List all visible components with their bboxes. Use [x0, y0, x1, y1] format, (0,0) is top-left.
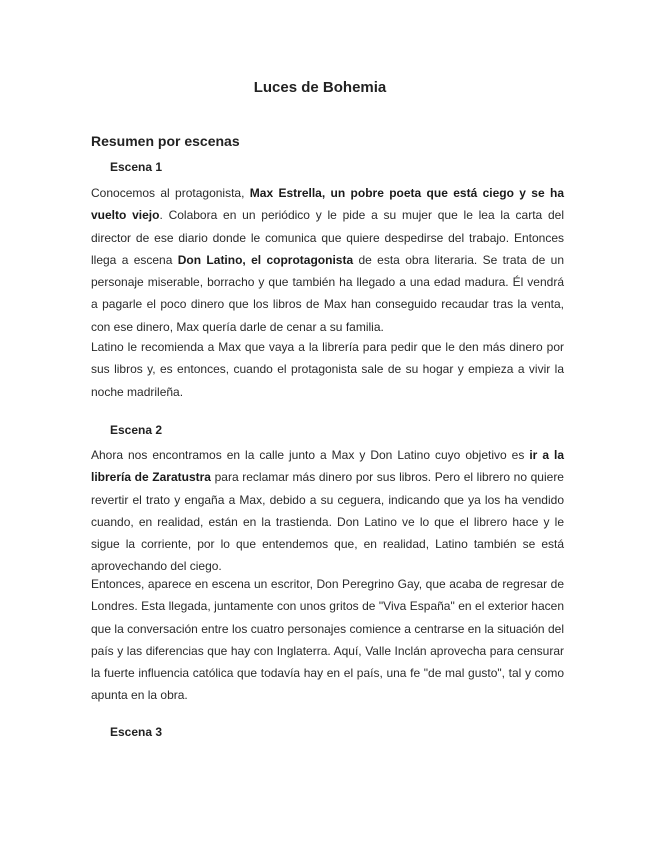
scene-1-paragraph-1: Conocemos al protagonista, Max Estrella, un pobre poeta que está ciego y se ha vuelto viejo. Colabora en un periódico y le pide a su mujer que le lea la carta del director de ese diario donde le comunica que quiere despedirse del trabajo. Entonces llega a escena Don Latino, el coprotagonista de esta obra literaria. Se trata de un personaje miserable, borracho y que también ha llegado a una edad madura. Él vendrá a pagarle el poco dinero que los libros de Max han conseguido recaudar tras la venta, con ese dinero, Max quería darle de cenar a su familia. — [91, 186, 564, 334]
scene-1-paragraph-2: Latino le recomienda a Max que vaya a la librería para pedir que le den más dinero por sus libros y, es entonces, cuando el protagonista sale de su hogar y empieza a vivir la noche madrileña. — [91, 340, 564, 399]
scene-2-paragraph-1: Ahora nos encontramos en la calle junto a Max y Don Latino cuyo objetivo es ir a la librería de Zaratustra para reclamar más dinero por sus libros. Pero el librero no quiere revertir el trato y engaña a Max, debido a su ceguera, indicando que ya los ha vendido cuando, en realidad, están en la trastienda. Don Latino ve lo que el librero hace y le sigue la corriente, por lo que entendemos que, en realidad, Latino también se está aprovechando del ciego. — [91, 448, 564, 574]
section-heading: Resumen por escenas — [91, 133, 240, 149]
scene-3-heading: Escena 3 — [110, 725, 163, 739]
emphasis-text: ir a la librería de Zaratustra — [91, 448, 564, 485]
emphasis-text: Max Estrella, un pobre poeta que está ciego y se ha vuelto viejo — [91, 186, 564, 223]
scene-1-heading: Escena 1 — [110, 160, 163, 174]
document-title: Luces de Bohemia — [253, 79, 387, 96]
scene-2-paragraph-2: Entonces, aparece en escena un escritor, Don Peregrino Gay, que acaba de regresar de Londres. Esta llegada, juntamente con unos gritos de "Viva España" en el exterior hacen que la conversación entre los cuatro personajes comience a centrarse en la situación del país y las diferencias que hay con Inglaterra. Aquí, Valle Inclán aprovecha para censurar la fuerte influencia católica que todavía hay en el país, una fe "de mal gusto", tal y como apunta en la obra. — [91, 577, 564, 703]
emphasis-text: Don Latino, el coprotagonista — [177, 252, 354, 267]
scene-2-heading: Escena 2 — [110, 423, 163, 437]
